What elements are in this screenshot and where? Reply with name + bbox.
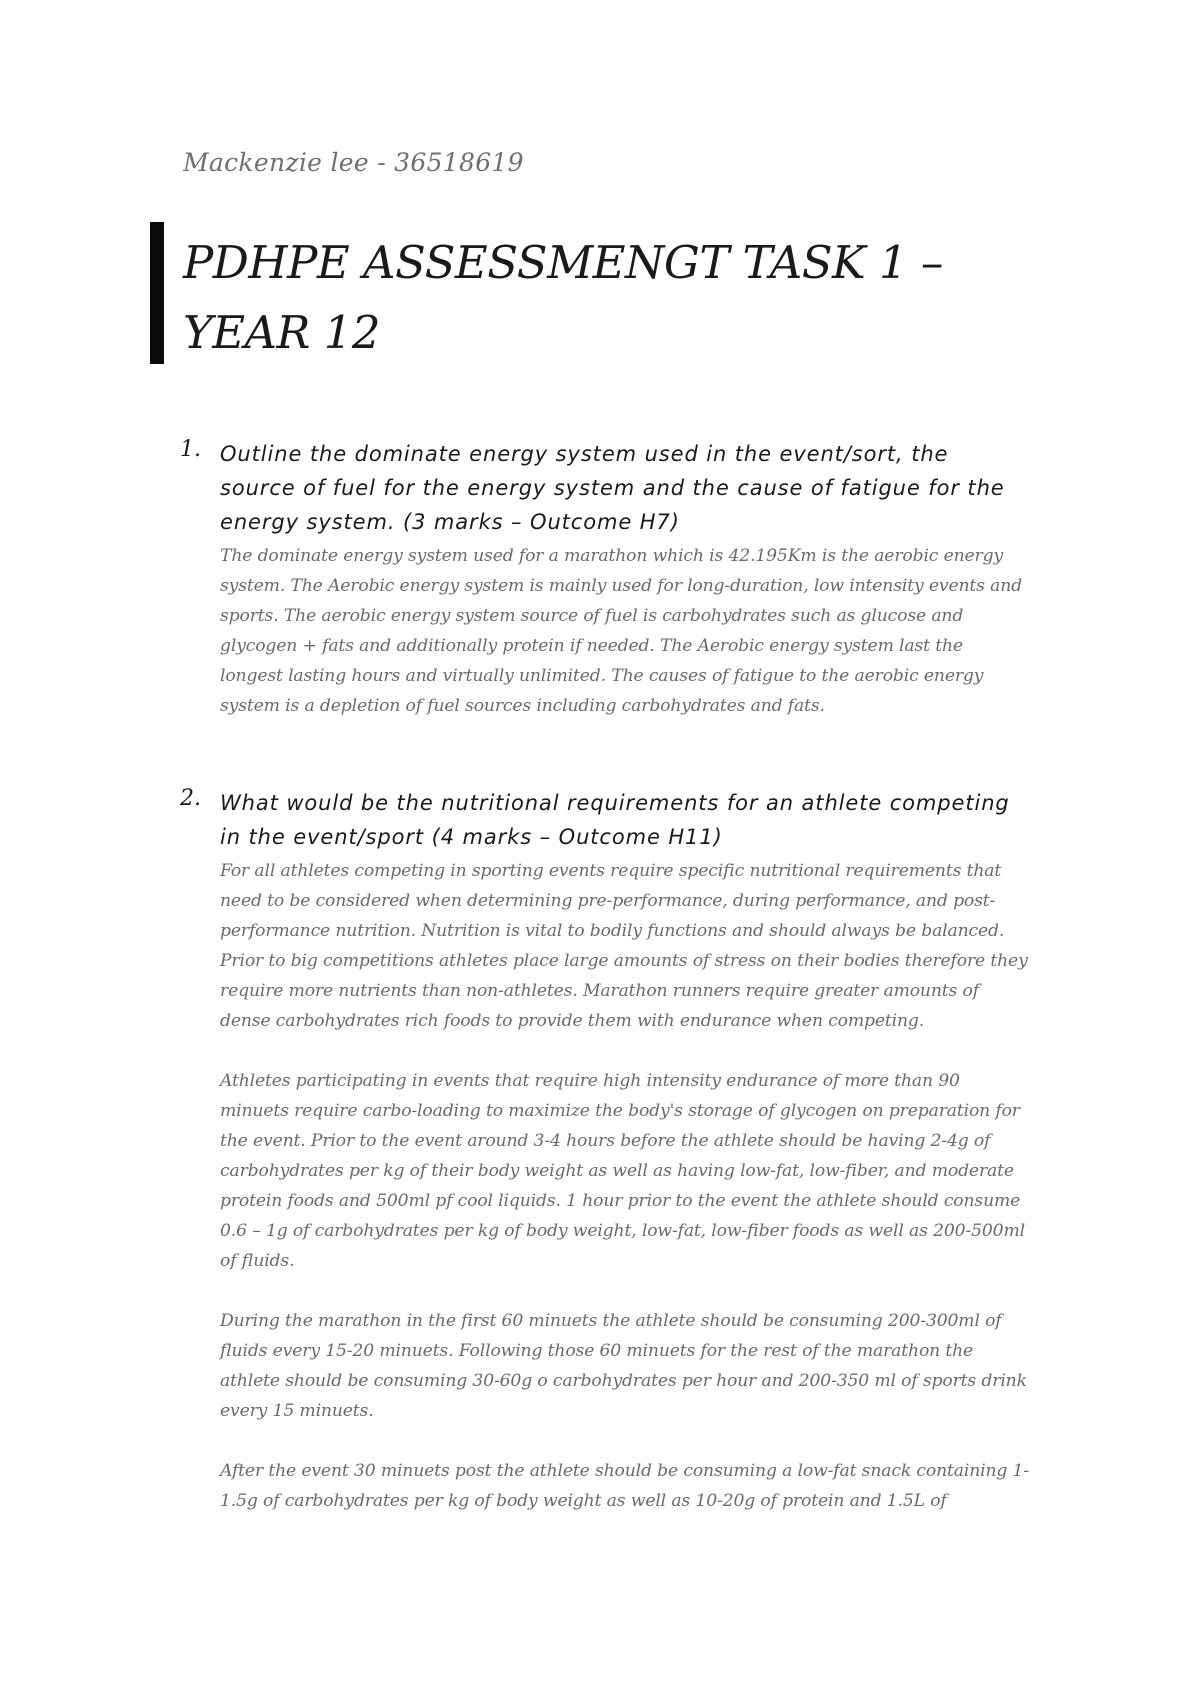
title-accent-bar: [150, 222, 164, 364]
answer: [220, 541, 1030, 721]
answer-paragraph: During the marathon in the first 60 minuets the athlete should be consuming 200-300ml of fluids every 15-20 minuets. Following those 60 minuets for the rest of the marathon the athlete should be consuming 30-60g o carbohydrates per hour and 200-350 ml of sports drink every 15 minuets.: [220, 1311, 1027, 1421]
answer-paragraph: After the event 30 minuets post the athlete should be consuming a low-fat snack containing 1-1.5g of carbohydrates per kg of body weight as well as 10-20g of protein and 1.5L of: [220, 1461, 1030, 1511]
question-1: [180, 437, 1030, 721]
author-line: Mackenzie lee - 36518619: [183, 148, 524, 177]
answer: [220, 856, 1030, 1516]
title-line-2: YEAR 12: [183, 306, 381, 359]
question-number: 2.: [180, 786, 201, 811]
title-line-1: PDHPE ASSESSMENGT TASK 1 –: [183, 236, 943, 289]
question-text: What would be the nutritional requirements for an athlete competing in the event/sport (4 marks – Outcome H11): [220, 791, 1010, 849]
document-title: [183, 228, 943, 368]
answer-paragraph: Athletes participating in events that require high intensity endurance of more than 90 minuets require carbo-loading to maximize the body's storage of glycogen on preparation for the event. Prior to the event around 3-4 hours before the athlete should be having 2-4g of carbohydrates per kg of their body weight as well as having low-fat, low-fiber, and moderate protein foods and 500ml pf cool liquids. 1 hour prior to the event the athlete should consume 0.6 – 1g of carbohydrates per kg of body weight, low-fat, low-fiber foods as well as 200-500ml of fluids.: [220, 1071, 1025, 1271]
answer-paragraph: The dominate energy system used for a marathon which is 42.195Km is the aerobic energy system. The Aerobic energy system is mainly used for long-duration, low intensity events and sports. The aerobic energy system source of fuel is carbohydrates such as glucose and glycogen + fats and additionally protein if needed. The Aerobic energy system last the longest lasting hours and virtually unlimited. The causes of fatigue to the aerobic energy system is a depletion of fuel sources including carbohydrates and fats.: [220, 546, 1023, 716]
question-number: 1.: [180, 437, 201, 462]
answer-paragraph: For all athletes competing in sporting events require specific nutritional requirements that need to be considered when determining pre-performance, during performance, and post-performance nutrition. Nutrition is vital to bodily functions and should always be balanced. Prior to big competitions athletes place large amounts of stress on their bodies therefore they require more nutrients than non-athletes. Marathon runners require greater amounts of dense carbohydrates rich foods to provide them with endurance when competing.: [220, 861, 1028, 1031]
question-2: [180, 786, 1030, 1516]
question-text: Outline the dominate energy system used in the event/sort, the source of fuel for the energy system and the cause of fatigue for the energy system. (3 marks – Outcome H7): [220, 442, 1005, 534]
